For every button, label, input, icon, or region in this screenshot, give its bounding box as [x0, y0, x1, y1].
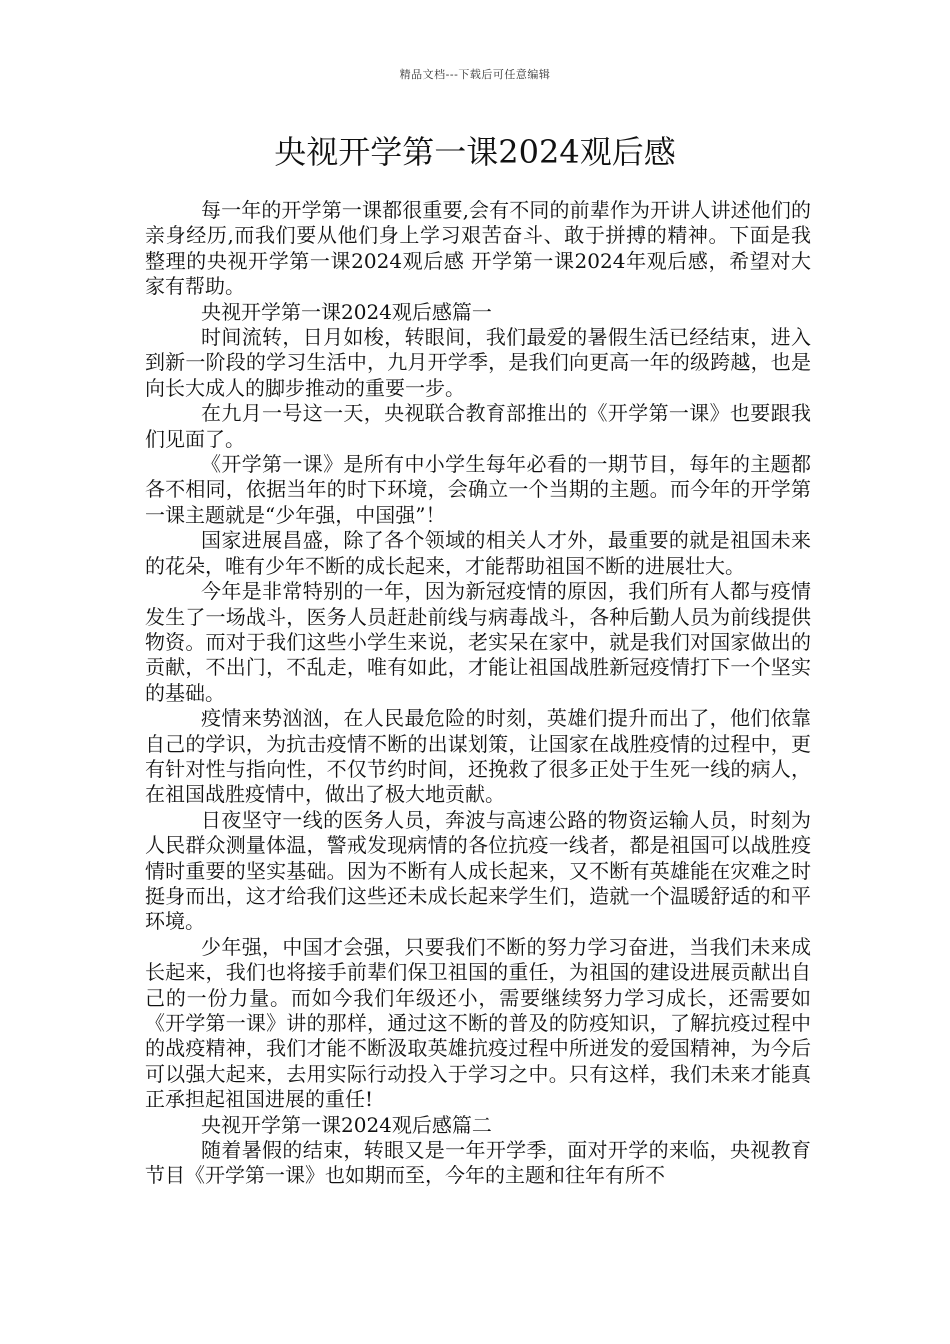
section-heading-2: 央视开学第一课2024观后感篇二 [201, 1112, 492, 1137]
paragraph: 在九月一号这一天，央视联合教育部推出的《开学第一课》也要跟我们见面了。 [145, 401, 811, 451]
paragraph: 时间流转，日月如梭，转眼间，我们最爱的暑假生活已经结束，进入到新一阶段的学习生活中，九月开学季，是我们向更高一年的级跨越，也是向长大成人的脚步推动的重要一步。 [145, 325, 811, 400]
paragraph: 国家进展昌盛，除了各个领域的相关人才外，最重要的就是祖国未来的花朵，唯有少年不断的成长起来，才能帮助祖国不断的进展壮大。 [145, 528, 811, 578]
document-body [145, 198, 811, 1189]
paragraph: 疫情来势汹汹，在人民最危险的时刻，英雄们提升而出了，他们依靠自己的学识，为抗击疫情不断的出谋划策，让国家在战胜疫情的过程中，更有针对性与指向性，不仅节约时间，还挽救了很多正处于生死一线的病人，在祖国战胜疫情中，做出了极大地贡献。 [145, 706, 811, 807]
paragraph: 随着暑假的结束，转眼又是一年开学季，面对开学的来临，央视教育节目《开学第一课》也如期而至，今年的主题和往年有所不 [145, 1138, 811, 1188]
paragraph-intro: 每一年的开学第一课都很重要,会有不同的前辈作为开讲人讲述他们的亲身经历,而我们要从他们身上学习艰苦奋斗、敢于拼搏的精神。下面是我整理的央视开学第一课2024观后感 开学第一课2024年观后感，希望对大家有帮助。 [145, 198, 811, 299]
section-heading-1: 央视开学第一课2024观后感篇一 [201, 299, 492, 324]
paragraph: 今年是非常特别的一年，因为新冠疫情的原因，我们所有人都与疫情发生了一场战斗，医务人员赶赴前线与病毒战斗，各种后勤人员为前线提供物资。而对于我们这些小学生来说，老实呆在家中，就是我们对国家做出的贡献，不出门，不乱走，唯有如此，才能让祖国战胜新冠疫情打下一个坚实的基础。 [145, 579, 811, 705]
document-title: 央视开学第一课2024观后感 [274, 133, 676, 171]
paragraph: 《开学第一课》是所有中小学生每年必看的一期节目，每年的主题都各不相同，依据当年的时下环境，会确立一个当期的主题。而今年的开学第一课主题就是“少年强，中国强”！ [145, 452, 811, 527]
paragraph: 少年强，中国才会强，只要我们不断的努力学习奋进，当我们未来成长起来，我们也将接手前辈们保卫祖国的重任，为祖国的建设进展贡献出自己的一份力量。而如今我们年级还小，需要继续努力学习成长，还需要如《开学第一课》讲的那样，通过这不断的普及的防疫知识，了解抗疫过程中的战疫精神，我们才能不断汲取英雄抗疫过程中所迸发的爱国精神，为今后可以强大起来，去用实际行动投入于学习之中。只有这样，我们未来才能真正承担起祖国进展的重任! [145, 934, 811, 1112]
paragraph: 日夜坚守一线的医务人员，奔波与高速公路的物资运输人员，时刻为人民群众测量体温，警戒发现病情的各位抗疫一线者，都是祖国可以战胜疫情时重要的坚实基础。因为不断有人成长起来，又不断有英雄能在灾难之时挺身而出，这才给我们这些还未成长起来学生们，造就一个温暖舒适的和平环境。 [145, 807, 811, 934]
header-note: 精品文档---下载后可任意编辑 [399, 68, 551, 81]
